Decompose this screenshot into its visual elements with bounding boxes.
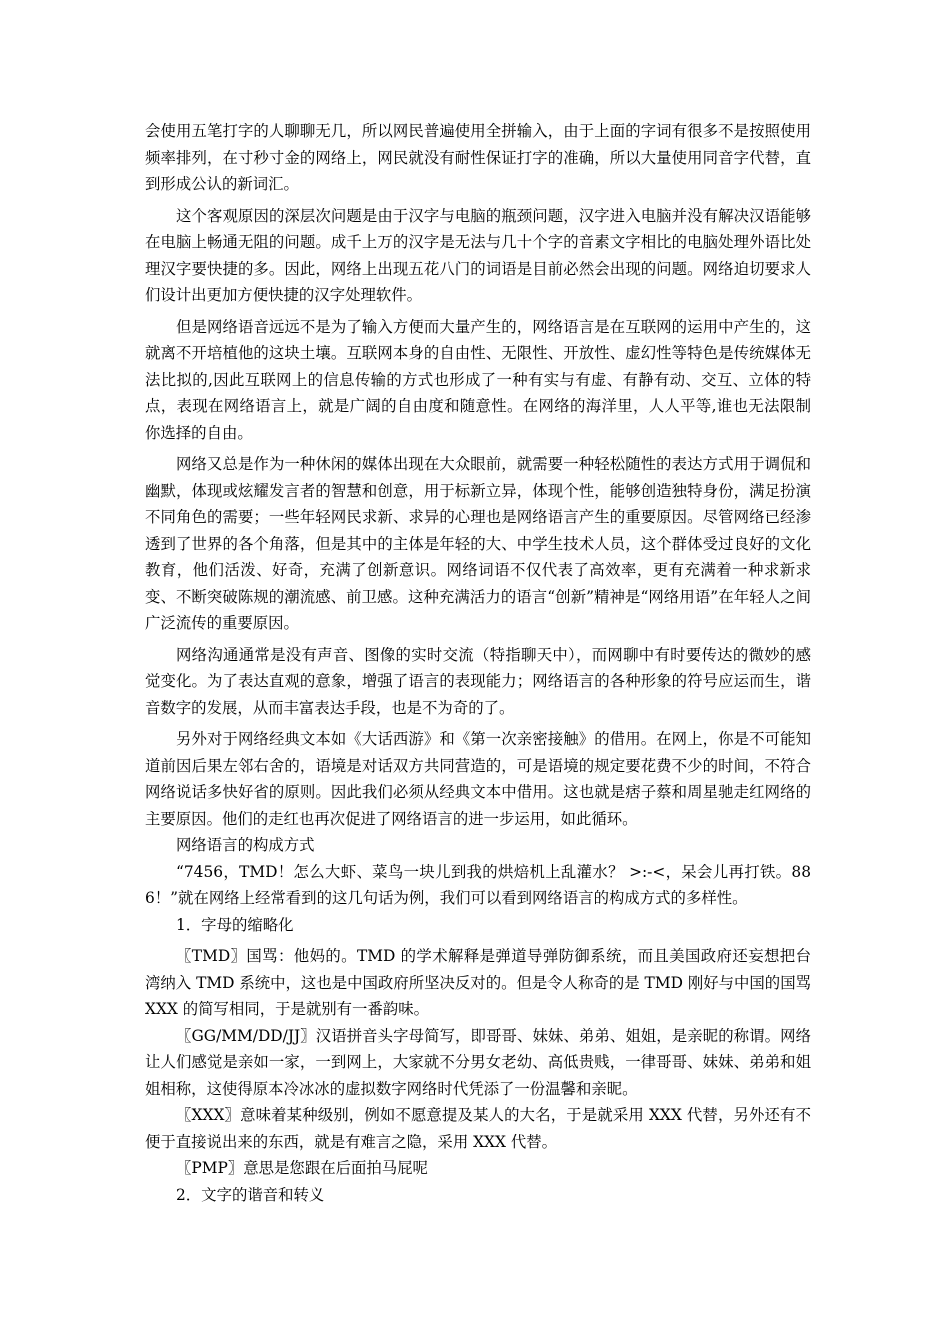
- list-item-homophone: 2．文字的谐音和转义: [176, 1185, 325, 1204]
- paragraph-pmp: 〖PMP〗意思是您跟在后面拍马屁呢: [176, 1159, 428, 1177]
- paragraph-root-cause: 这个客观原因的深层次问题是由于汉字与电脑的瓶颈问题，汉字进入电脑并没有解决汉语能够在电脑上畅通无阻的问题。成千上万的汉字是无法与几十个字的音素文字相比的电脑处理外语比处理汉字要快捷的多。因此，网络上出现五花八门的词语是目前必然会出现的问题。网络迫切要求人们设计出更加方便快捷的汉字处理软件。: [145, 206, 811, 304]
- paragraph-internet-soil: 但是网络语音远远不是为了输入方便而大量产生的，网络语言是在互联网的运用中产生的，这就离不开培植他的这块土壤。互联网本身的自由性、无限性、开放性、虚幻性等特色是传统媒体无法比拟的,因此互联网上的信息传输的方式也形成了一种有实与有虚、有静有动、交互、立体的特点，表现在网络语言上，就是广阔的自由度和随意性。在网络的海洋里，人人平等,谁也无法限制你选择的自由。: [145, 317, 811, 442]
- paragraph-example-quote: “7456，TMD！怎么大虾、菜鸟一块儿到我的烘焙机上乱灌水？ >:-<，呆会儿再打铁。886！”就在网络上经常看到的这几句话为例，我们可以看到网络语言的构成方式的多样性。: [145, 862, 811, 907]
- paragraph-realtime-chat: 网络沟通通常是没有声音、图像的实时交流（特指聊天中），而网聊中有时要传达的微妙的感觉变化。为了表达直观的意象，增强了语言的表现能力；网络语言的各种形象的符号应运而生，谐音数字的发展，从而丰富表达手段，也是不为奇的了。: [145, 645, 811, 717]
- list-item-abbreviation: 1．字母的缩略化: [176, 915, 294, 934]
- section-heading: 网络语言的构成方式: [176, 836, 315, 854]
- document-page: [145, 118, 811, 1208]
- paragraph-tmd: 〖TMD〗国骂：他妈的。TMD 的学术解释是弹道导弹防御系统，而且美国政府还妄想把台湾纳入 TMD 系统中，这也是中国政府所坚决反对的。但是令人称奇的是 TMD 刚好与中国的国骂 XXX 的简写相同，于是就别有一番韵味。: [145, 947, 811, 1018]
- paragraph-gg-mm: 〖GG/MM/DD/JJ〗汉语拼音头字母简写，即哥哥、妹妹、弟弟、姐姐，是亲昵的称谓。网络让人们感觉是亲如一家，一到网上，大家就不分男女老幼、高低贵贱，一律哥哥、妹妹、弟弟和姐姐相称，这使得原本冷冰冰的虚拟数字网络时代凭添了一份温馨和亲昵。: [145, 1026, 811, 1098]
- paragraph-leisure-media: 网络又总是作为一种休闲的媒体出现在大众眼前，就需要一种轻松随性的表达方式用于调侃和幽默，体现或炫耀发言者的智慧和创意，用于标新立异，体现个性，能够创造独特身份，满足扮演不同角色的需要；一些年轻网民求新、求异的心理也是网络语言产生的重要原因。尽管网络已经渗透到了世界的各个角落，但是其中的主体是年轻的大、中学生技术人员，这个群体受过良好的文化教育，他们活泼、好奇，充满了创新意识。网络词语不仅代表了高效率，更有充满着一种求新求变、不断突破陈规的潮流感、前卫感。这种充满活力的语言“创新”精神是“网络用语”在年轻人之间广泛流传的重要原因。: [145, 455, 811, 632]
- paragraph-classic-texts: 另外对于网络经典文本如《大话西游》和《第一次亲密接触》的借用。在网上，你是不可能知道前因后果左邻右舍的，语境是对话双方共同营造的，可是语境的规定要花费不少的时间，不符合网络说话多快好省的原则。因此我们必须从经典文本中借用。这也就是痞子蔡和周星驰走红网络的主要原因。他们的走红也再次促进了网络语言的进一步运用，如此循环。: [145, 730, 811, 828]
- paragraph-continued: 会使用五笔打字的人聊聊无几，所以网民普遍使用全拼输入，由于上面的字词有很多不是按照使用频率排列，在寸秒寸金的网络上，网民就没有耐性保证打字的准确，所以大量使用同音字代替，直到形成公认的新词汇。: [145, 122, 811, 193]
- paragraph-xxx: 〖XXX〗意味着某种级别，例如不愿意提及某人的大名，于是就采用 XXX 代替，另外还有不便于直接说出来的东西，就是有难言之隐，采用 XXX 代替。: [145, 1106, 811, 1151]
